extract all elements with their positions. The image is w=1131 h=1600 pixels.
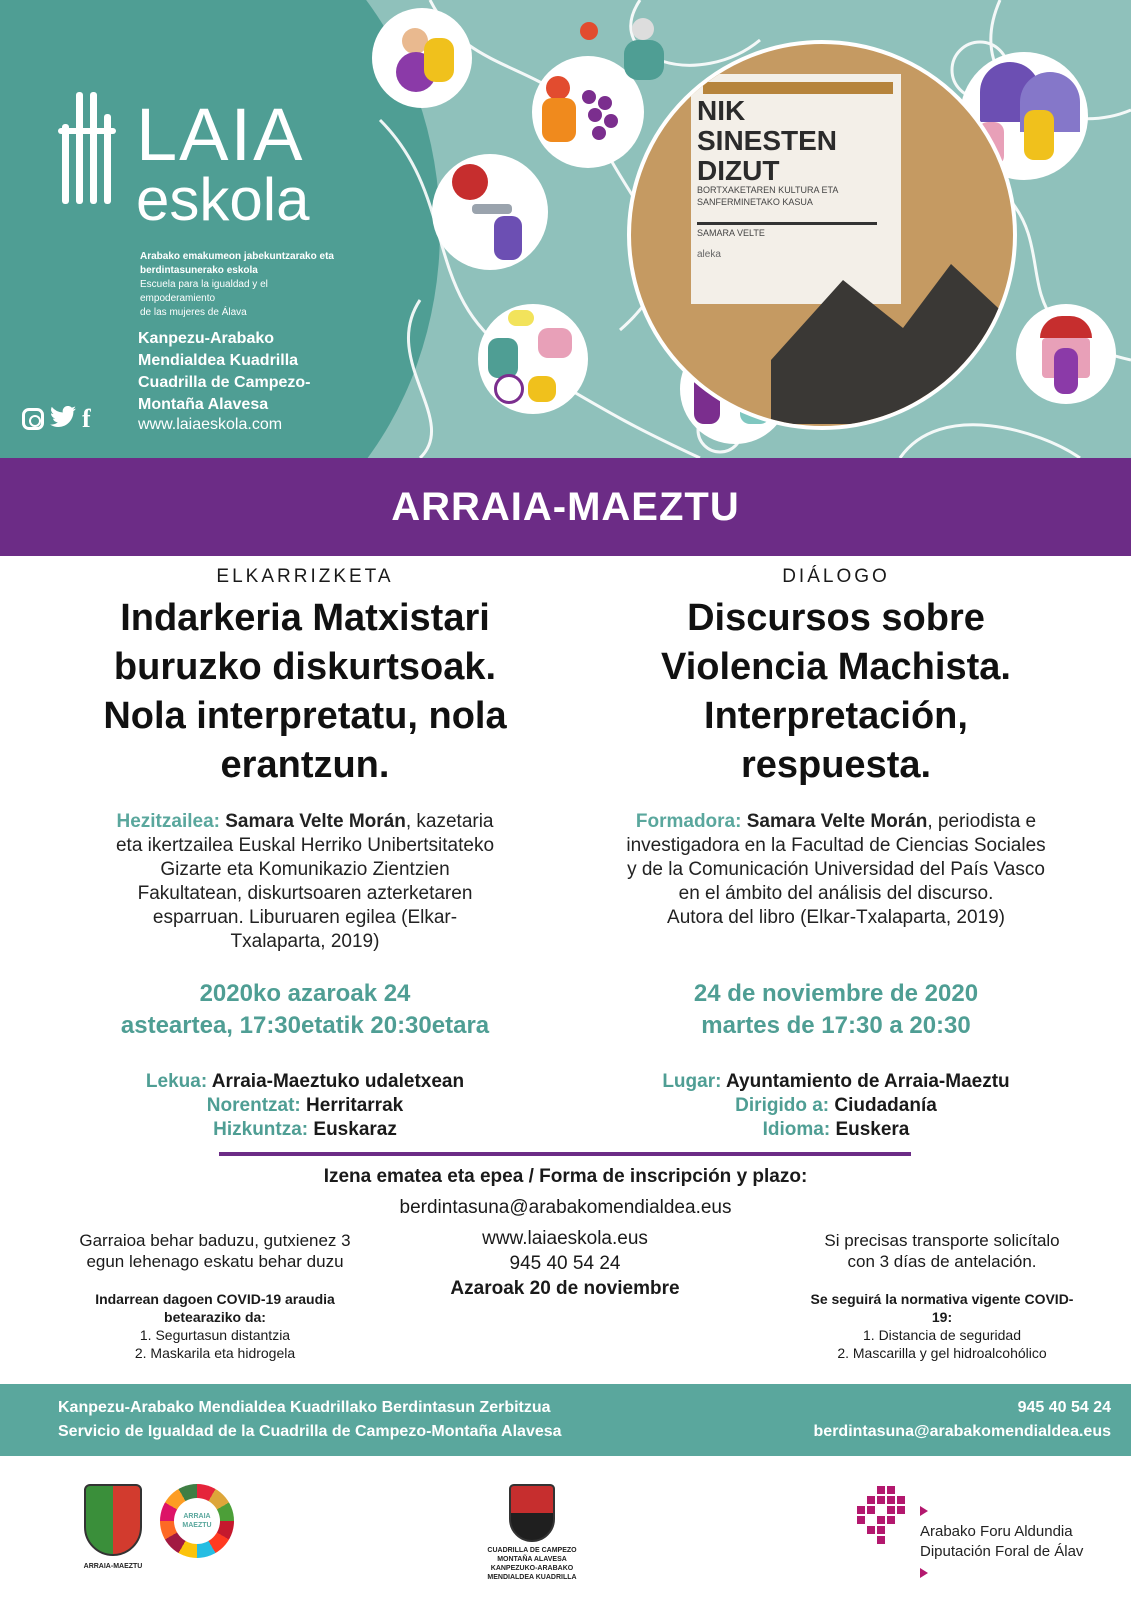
- dfa-arrow-icon: [920, 1568, 928, 1578]
- spanish-column: [576, 562, 1096, 1142]
- diputacion-foral-mark-icon: [855, 1486, 907, 1546]
- cuadrilla-name: Kanpezu-Arabako Mendialdea Kuadrilla Cuadrilla de Campezo- Montaña Alavesa: [138, 330, 311, 413]
- trainer-description-spanish: Formadora: Samara Velte Morán, periodista e investigadora en la Facultad de Ciencias Sociales y de la Comunicación Universidad del País Vasco en el ámbito del análisis del discurso. Autora del libro (Elkar-Txalaparta, 2019): [626, 811, 1046, 928]
- logo-subtitle: eskola: [136, 166, 310, 233]
- cuadrilla-caption: CUADRILLA DE CAMPEZO MONTAÑA ALAVESA KANPEZUKO-ARABAKO MENDIALDEA KUADRILLA: [487, 1547, 577, 1581]
- headline-spanish: Discursos sobre Violencia Machista. Interpretación, respuesta.: [661, 597, 1011, 786]
- illustration-house: [1016, 304, 1116, 404]
- transport-note-spanish: Si precisas transporte solicítalo con 3 días de antelación.: [824, 1231, 1060, 1271]
- book-author: SAMARA VELTE: [697, 228, 765, 238]
- covid-rules-basque: Indarrean dagoen COVID-19 araudia betearaziko da: 1. Segurtasun distantzia 2. Maskarila eta hidrogela: [95, 1291, 335, 1361]
- arraia-maeztu-coat-of-arms-icon: [84, 1484, 142, 1556]
- twitter-icon[interactable]: [50, 406, 76, 432]
- event-type-spanish: DIÁLOGO: [782, 566, 890, 587]
- website-link[interactable]: www.laiaeskola.com: [138, 416, 283, 433]
- registration-website[interactable]: www.laiaeskola.eus: [482, 1228, 648, 1249]
- logo-title: LAIA: [136, 93, 305, 176]
- illustration-women-hug: [372, 8, 472, 108]
- registration-section: [0, 1166, 1131, 1219]
- footer-contact: [814, 1396, 1111, 1444]
- registration-deadline: Azaroak 20 de noviembre: [450, 1278, 680, 1299]
- book-subtitle: BORTXAKETAREN KULTURA ETA SANFERMINETAKO KASUA: [697, 185, 838, 207]
- event-info-spanish: Lugar: Ayuntamiento de Arraia-Maeztu Dirigido a: Ciudadanía Idioma: Euskera: [662, 1071, 1010, 1140]
- illustration-wrench: [432, 154, 548, 270]
- facebook-icon[interactable]: f: [82, 404, 91, 433]
- location-banner: [0, 458, 1131, 556]
- laia-mark-icon: [58, 92, 116, 204]
- illustration-women-cooperation: [562, 4, 682, 114]
- cuadrilla-coat-of-arms-icon: [509, 1484, 555, 1542]
- footer-bar: [0, 1384, 1131, 1456]
- footer-email[interactable]: berdintasuna@arabakomendialdea.eus: [813, 1423, 1111, 1440]
- section-divider: [219, 1152, 911, 1156]
- diputacion-foral-name: Arabako Foru Aldundia Diputación Foral de Álav: [920, 1523, 1084, 1560]
- registration-email[interactable]: berdintasuna@arabakomendialdea.eus: [399, 1197, 732, 1218]
- social-links: [22, 406, 91, 432]
- sdg-wheel-icon: [160, 1484, 234, 1558]
- registration-phone[interactable]: 945 40 54 24: [509, 1253, 621, 1274]
- event-type-basque: ELKARRIZKETA: [216, 566, 394, 587]
- event-date-basque: 2020ko azaroak 24 asteartea, 17:30etatik 20:30etara: [120, 980, 490, 1039]
- book-publisher: aleka: [697, 249, 721, 260]
- book-title: NIK SINESTEN DIZUT: [697, 95, 838, 186]
- basque-column: [45, 562, 565, 1142]
- registration-title: Izena ematea eta epea / Forma de inscripción y plazo:: [323, 1166, 808, 1187]
- arraia-caption: ARRAIA-MAEZTU: [83, 1563, 143, 1570]
- instagram-icon[interactable]: [22, 408, 44, 430]
- headline-basque: Indarkeria Matxistari buruzko diskurtsoak. Nola interpretatu, nola erantzun.: [103, 597, 507, 786]
- covid-rules-spanish: Se seguirá la normativa vigente COVID- 19: 1. Distancia de seguridad 2. Mascarilla y gel hidroalcohólico: [810, 1291, 1074, 1361]
- event-date-spanish: 24 de noviembre de 2020 martes de 17:30 a 20:30: [693, 980, 979, 1039]
- sdg-text: ARRAIA MAEZTU: [174, 1498, 220, 1544]
- event-info-basque: Lekua: Arraia-Maeztuko udaletxean Norentzat: Herritarrak Hizkuntza: Euskaraz: [145, 1071, 465, 1140]
- dfa-arrow-icon: [920, 1506, 928, 1516]
- footer-phone[interactable]: 945 40 54 24: [1017, 1399, 1111, 1416]
- equality-service: Kanpezu-Arabako Mendialdea Kuadrillako Berdintasun Zerbitzua Servicio de Igualdad de la Cuadrilla de Campezo-Montaña Alavesa: [58, 1399, 562, 1440]
- illustration-women-talking: [478, 304, 588, 414]
- location-title: ARRAIA-MAEZTU: [391, 484, 740, 529]
- tagline: Arabako emakumeon jabekuntzarako eta berdintasunerako eskola Escuela para la igualdad y el empoderamiento de las mujeres de Álava: [140, 251, 334, 318]
- transport-note-basque: Garraioa behar baduzu, gutxienez 3 egun lehenago eskatu behar duzu: [79, 1231, 351, 1271]
- trainer-description-basque: Hezitzailea: Samara Velte Morán, kazetaria eta ikertzailea Euskal Herriko Unibertsitateko Gizarte eta Komunikazio Zientzien Fakultatean, diskurtsoaren azterketaren esparruan. Liburuaren egilea (Elkar- Txalaparta, 2019): [115, 811, 495, 952]
- book-cover-image: [627, 40, 1017, 430]
- registration-details: [400, 1226, 730, 1301]
- header-banner: [0, 0, 1131, 458]
